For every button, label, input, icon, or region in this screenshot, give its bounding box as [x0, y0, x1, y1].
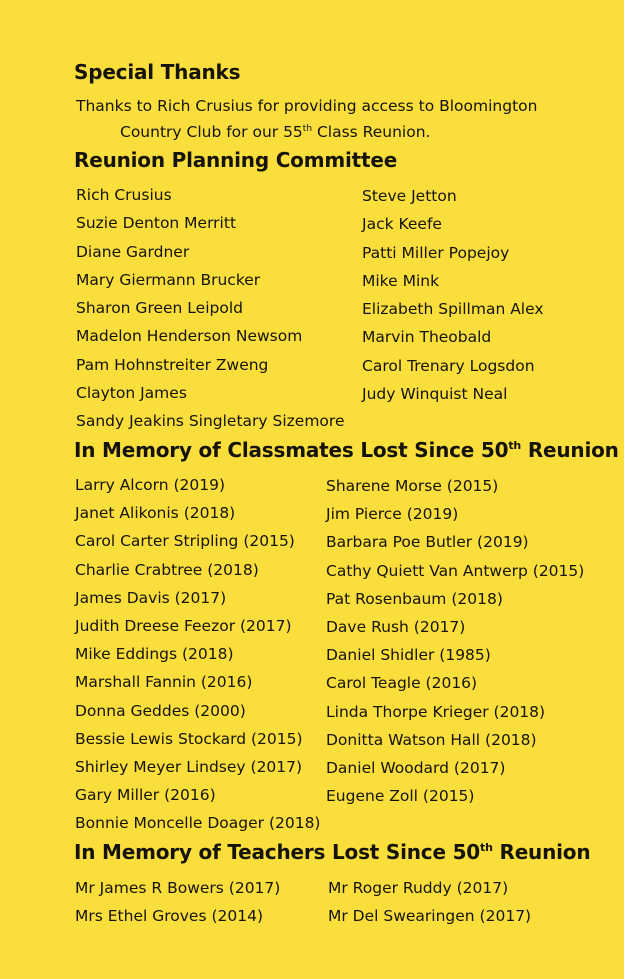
special-thanks-line-1: Thanks to Rich Crusius for providing access to Bloomington: [76, 97, 538, 115]
list-item: Patti Miller Popejoy: [362, 243, 510, 262]
list-item: Sandy Jeakins Singletary Sizemore: [76, 412, 345, 431]
list-item: Donna Geddes (2000): [75, 701, 246, 720]
list-item: Shirley Meyer Lindsey (2017): [75, 757, 303, 776]
list-item: Gary Miller (2016): [75, 786, 216, 805]
list-item: Daniel Shidler (1985): [326, 646, 491, 665]
list-item: Bessie Lewis Stockard (2015): [75, 729, 303, 748]
list-item: Eugene Zoll (2015): [326, 787, 475, 806]
list-item: Donitta Watson Hall (2018): [326, 730, 537, 749]
list-item: Jack Keefe: [362, 215, 442, 234]
classmates-left-column: [75, 471, 320, 837]
list-item: Mr Roger Ruddy (2017): [328, 879, 509, 897]
list-item: Steve Jetton: [362, 187, 457, 205]
list-item: James Davis (2017): [75, 588, 227, 607]
teachers-right-column: [328, 874, 531, 930]
list-item: Mike Mink: [362, 271, 440, 290]
list-item: Mr James R Bowers (2017): [75, 879, 281, 897]
list-item: Sharon Green Leipold: [76, 299, 243, 318]
list-item: Larry Alcorn (2019): [75, 476, 226, 494]
committee-left-column: [76, 181, 344, 436]
teachers-left-column: [75, 874, 280, 930]
list-item: Mrs Ethel Groves (2014): [75, 907, 263, 925]
list-item: Janet Alikonis (2018): [75, 504, 236, 523]
list-item: Clayton James: [76, 384, 187, 403]
list-item: Judy Winquist Neal: [362, 385, 508, 404]
teachers-heading: In Memory of Teachers Lost Since 50th Reunion: [74, 840, 591, 864]
list-item: Mike Eddings (2018): [75, 645, 234, 664]
list-item: Dave Rush (2017): [326, 617, 466, 636]
committee-right-column: [362, 182, 544, 408]
list-item: Daniel Woodard (2017): [326, 758, 506, 777]
list-item: Rich Crusius: [76, 186, 172, 204]
special-thanks-line-2: Country Club for our 55th Class Reunion.: [120, 123, 431, 142]
classmates-heading: In Memory of Classmates Lost Since 50th Reunion: [74, 438, 619, 462]
special-thanks-heading: Special Thanks: [74, 60, 241, 84]
list-item: Linda Thorpe Krieger (2018): [326, 702, 546, 721]
list-item: Bonnie Moncelle Doager (2018): [75, 814, 321, 833]
list-item: Madelon Henderson Newsom: [76, 327, 303, 346]
list-item: Carol Carter Stripling (2015): [75, 532, 295, 551]
list-item: Elizabeth Spillman Alex: [362, 300, 544, 319]
classmates-right-column: [326, 472, 584, 810]
special-thanks-text: [76, 95, 576, 144]
list-item: Mr Del Swearingen (2017): [328, 907, 532, 925]
list-item: Diane Gardner: [76, 242, 190, 261]
list-item: Mary Giermann Brucker: [76, 270, 261, 289]
list-item: Carol Teagle (2016): [326, 674, 478, 693]
list-item: Pam Hohnstreiter Zweng: [76, 355, 269, 374]
list-item: Pat Rosenbaum (2018): [326, 589, 503, 608]
list-item: Barbara Poe Butler (2019): [326, 533, 529, 552]
list-item: Suzie Denton Merritt: [76, 214, 237, 233]
list-item: Marshall Fannin (2016): [75, 673, 253, 692]
list-item: Charlie Crabtree (2018): [75, 560, 259, 579]
list-item: Jim Pierce (2019): [326, 505, 459, 524]
list-item: Judith Dreese Feezor (2017): [75, 616, 292, 635]
list-item: Carol Trenary Logsdon: [362, 356, 535, 375]
list-item: Marvin Theobald: [362, 328, 492, 347]
list-item: Cathy Quiett Van Antwerp (2015): [326, 561, 585, 580]
list-item: Sharene Morse (2015): [326, 477, 499, 495]
committee-heading: Reunion Planning Committee: [74, 148, 398, 172]
